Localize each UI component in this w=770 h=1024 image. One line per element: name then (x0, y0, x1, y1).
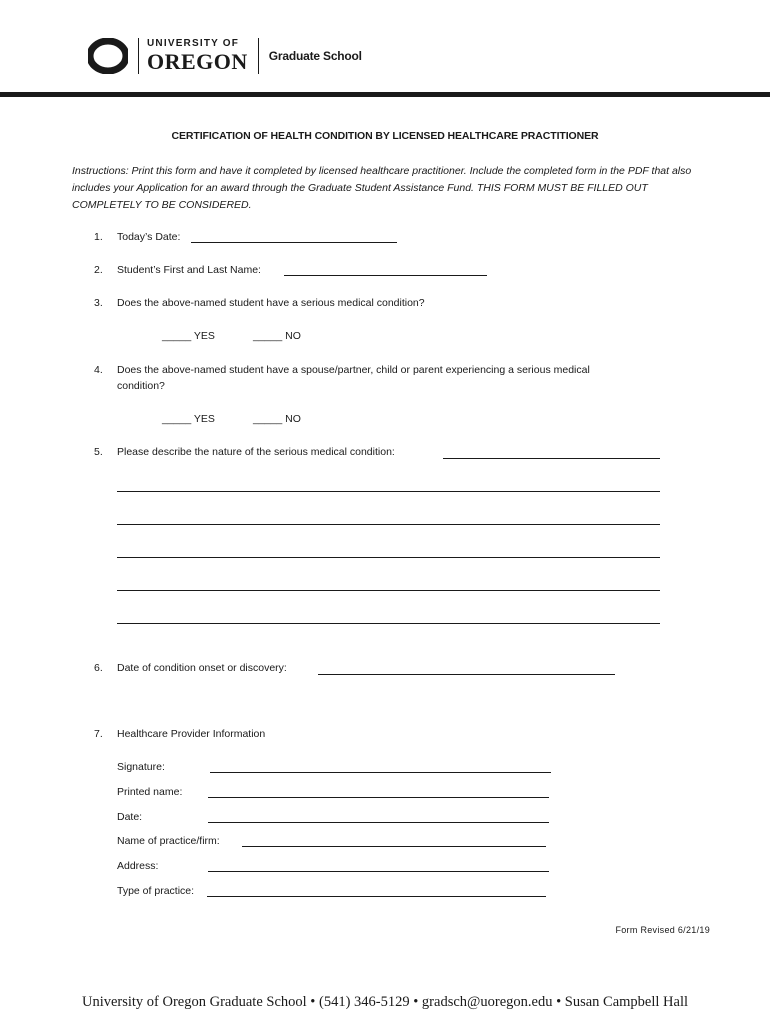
date-label: Date: (117, 811, 143, 823)
logo-divider-2 (258, 38, 259, 74)
practice-name-field[interactable] (242, 846, 546, 847)
q1-number: 1. (94, 231, 103, 243)
q3-number: 3. (94, 297, 103, 309)
signature-label: Signature: (117, 761, 165, 773)
q6-number: 6. (94, 662, 103, 674)
provider-date-field[interactable] (208, 822, 549, 823)
address-label: Address: (117, 860, 159, 872)
condition-description-line-5[interactable] (117, 590, 660, 591)
q6-label: Date of condition onset or discovery: (117, 662, 287, 674)
q5-number: 5. (94, 446, 103, 458)
q1-label: Today’s Date: (117, 231, 181, 243)
signature-field[interactable] (210, 772, 551, 773)
practice-name-label: Name of practice/firm: (117, 835, 220, 847)
q4-yes-option[interactable]: _____ YES (162, 413, 215, 425)
q5-label: Please describe the nature of the serious medical condition: (117, 446, 395, 458)
q7-number: 7. (94, 728, 103, 740)
page-footer: University of Oregon Graduate School • (541) 346-5129 • gradsch@uoregon.edu • Susan Campbell Hall (81, 994, 689, 1010)
practice-type-field[interactable] (207, 896, 546, 897)
form-title: CERTIFICATION OF HEALTH CONDITION BY LICENSED HEALTHCARE PRACTITIONER (171, 130, 599, 142)
q3-no-option[interactable]: _____ NO (253, 330, 301, 342)
address-field[interactable] (208, 871, 549, 872)
q2-label: Student’s First and Last Name: (117, 264, 261, 276)
university-of-text: UNIVERSITY OF (147, 38, 240, 49)
q4-no-option[interactable]: _____ NO (253, 413, 301, 425)
student-name-field[interactable] (284, 275, 487, 276)
oregon-text: OREGON (147, 49, 248, 74)
university-logo (88, 36, 362, 76)
q3-yes-option[interactable]: _____ YES (162, 330, 215, 342)
practice-type-label: Type of practice: (117, 885, 195, 897)
todays-date-field[interactable] (191, 242, 397, 243)
condition-description-line-3[interactable] (117, 524, 660, 525)
q3-label: Does the above-named student have a serious medical condition? (117, 297, 425, 309)
condition-description-line-6[interactable] (117, 623, 660, 624)
q4-number: 4. (94, 364, 103, 376)
logo-divider (138, 38, 139, 74)
printed-name-field[interactable] (208, 797, 549, 798)
condition-description-line-4[interactable] (117, 557, 660, 558)
form-revised-date: Form Revised 6/21/19 (615, 925, 710, 935)
onset-date-field[interactable] (318, 674, 615, 675)
q4-label-line1: Does the above-named student have a spouse/partner, child or parent experiencing a serious medical (117, 364, 590, 376)
instructions: Instructions: Print this form and have it completed by licensed healthcare practitioner. Include the completed form in the PDF that also includes your Application for an award through the Graduate Student Assistance Fund. THIS FORM MUST BE FILLED OUT COMPLETELY TO BE CONSIDERED. (72, 165, 692, 211)
printed-name-label: Printed name: (117, 786, 183, 798)
header-rule (0, 92, 770, 97)
q7-label: Healthcare Provider Information (117, 728, 266, 740)
q2-number: 2. (94, 264, 103, 276)
university-wordmark (147, 39, 248, 73)
q4-label-line2: condition? (117, 380, 165, 392)
condition-description-line-2[interactable] (117, 491, 660, 492)
condition-description-line-1[interactable] (443, 458, 660, 459)
graduate-school-text: Graduate School (268, 49, 362, 63)
oregon-o-logo-icon (88, 38, 128, 74)
